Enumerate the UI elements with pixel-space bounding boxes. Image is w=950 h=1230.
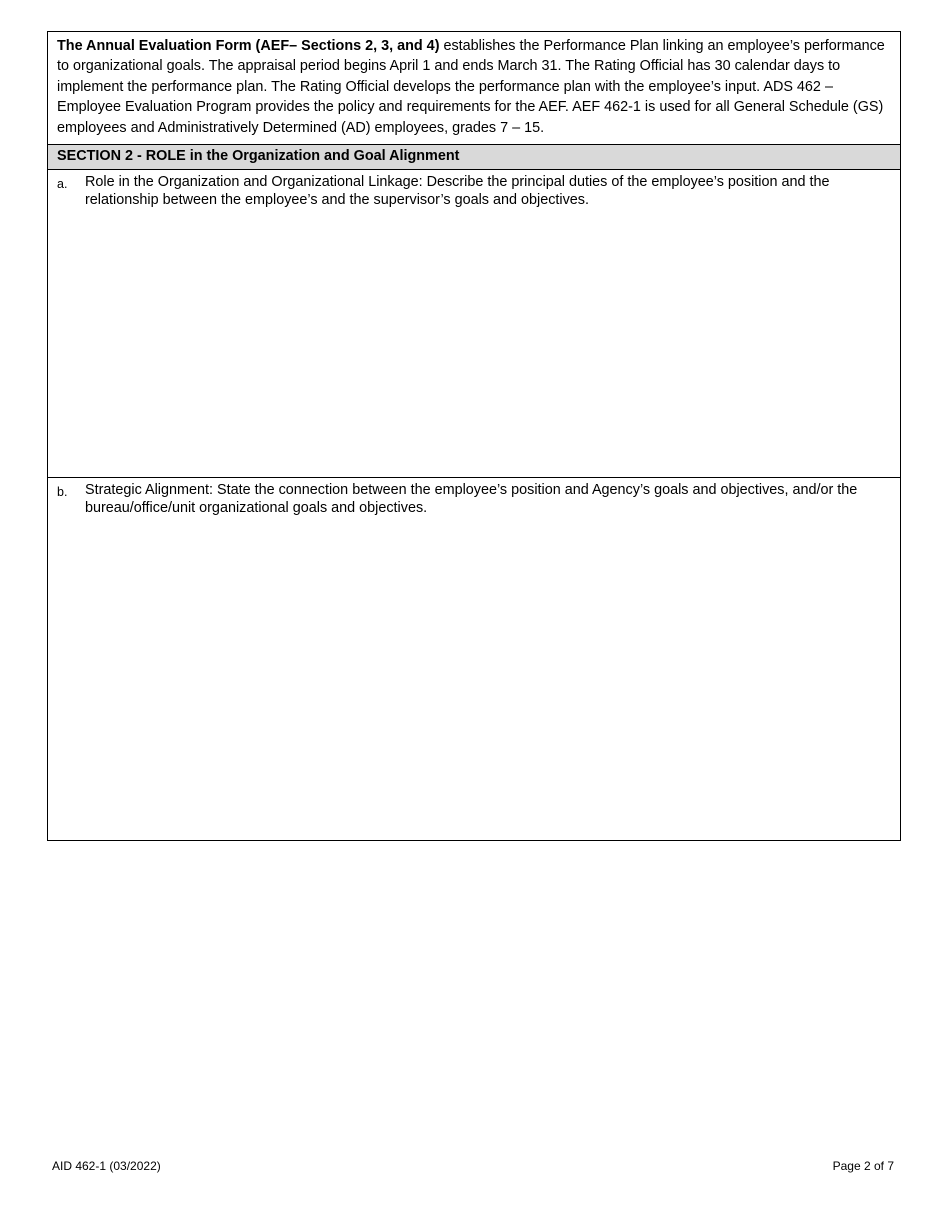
intro-paragraph bbox=[48, 32, 900, 144]
field-b-label: Strategic Alignment: State the connection between the employee’s position and Agency’s goals and objectives, and/or the bureau/office/unit organizational goals and objectives. bbox=[85, 482, 858, 517]
role-in-organization-field[interactable] bbox=[48, 170, 900, 478]
intro-bold-lead: The Annual Evaluation Form (AEF– Sections 2, 3, and 4) bbox=[57, 38, 440, 54]
page-number: Page 2 of 7 bbox=[832, 1159, 894, 1173]
field-a-letter: a. bbox=[57, 177, 68, 192]
evaluation-form bbox=[47, 31, 901, 841]
intro-body: establishes the Performance Plan linking an employee’s performance to organizational goals. The appraisal period begins April 1 and ends March 31. The Rating Official has 30 calendar days to implement the performance plan. The Rating Official develops the performance plan with the employee’s input. ADS 462 – Employee Evaluation Program provides the policy and requirements for the AEF. AEF 462-1 is used for all General Schedule (GS) employees and Administratively Determined (AD) employees, grades 7 – 15. bbox=[57, 38, 885, 136]
strategic-alignment-field[interactable] bbox=[48, 478, 900, 840]
field-b-letter: b. bbox=[57, 485, 68, 500]
section-2-header: SECTION 2 - ROLE in the Organization and Goal Alignment bbox=[48, 144, 900, 170]
field-a-label: Role in the Organization and Organizational Linkage: Describe the principal duties of the employee’s position and the relationship between the employee’s and the supervisor’s goals and objectives. bbox=[85, 174, 830, 209]
form-id: AID 462-1 (03/2022) bbox=[52, 1159, 161, 1173]
